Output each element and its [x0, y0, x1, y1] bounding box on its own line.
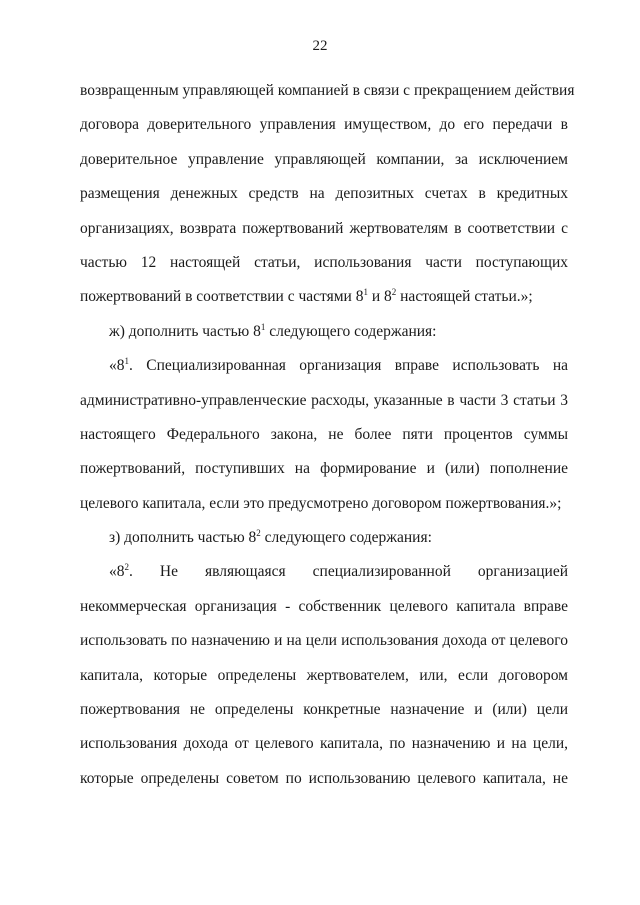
- text-line: которые определены советом по использованию целевого капитала, не: [80, 769, 568, 787]
- superscript: 2: [391, 287, 397, 298]
- text-line: [80, 315, 568, 349]
- text-line: пожертвований, поступивших на формирование и (или) пополнение: [80, 460, 568, 478]
- text-fragment: . Специализированная организация вправе использовать на: [129, 357, 568, 375]
- text-fragment: з) дополнить частью 8: [109, 529, 257, 547]
- text-line: организациях, возврата пожертвований жертвователям в соответствии с: [80, 219, 568, 237]
- text-line: пожертвования не определены конкретные назначение и (или) цели: [80, 701, 568, 719]
- text-line: использовать по назначению и на цели использования дохода от целевого: [80, 632, 568, 650]
- superscript: 1: [124, 356, 129, 367]
- text-line: доверительное управление управляющей компании, за исключением: [80, 150, 568, 168]
- text-line: возвращенным управляющей компанией в связи с прекращением действия: [80, 82, 575, 99]
- text-fragment: следующего содержания:: [265, 322, 437, 340]
- superscript: 1: [363, 287, 368, 298]
- text-line: капитала, которые определены жертвователем, или, если договором: [80, 666, 568, 684]
- text-line: [80, 521, 568, 555]
- text-fragment: пожертвований в соответствии с частями 8: [80, 288, 364, 306]
- page-number: 22: [312, 38, 328, 54]
- text-line: [80, 280, 568, 314]
- text-line: размещения денежных средств на депозитных счетах в кредитных: [80, 185, 568, 203]
- text-fragment: «8: [109, 357, 125, 375]
- text-fragment: ж) дополнить частью 8: [109, 322, 261, 340]
- superscript: 2: [124, 562, 129, 573]
- text-line: настоящего Федерального закона, не более пяти процентов суммы: [80, 425, 568, 443]
- superscript: 1: [260, 321, 266, 332]
- text-line: [80, 555, 568, 589]
- text-line: частью 12 настоящей статьи, использования части поступающих: [80, 253, 568, 271]
- text-line: использования дохода от целевого капитала, по назначению и на цели,: [80, 735, 568, 753]
- text-fragment: «8: [109, 563, 125, 581]
- text-fragment: следующего содержания:: [260, 529, 432, 547]
- text-line: некоммерческая организация - собственник целевого капитала вправе: [80, 597, 568, 615]
- text-fragment: настоящей статьи.»;: [396, 288, 533, 306]
- text-line: административно-управленческие расходы, указанные в части 3 статьи 3: [80, 391, 568, 409]
- text-line: договора доверительного управления имуществом, до его передачи в: [80, 116, 568, 134]
- text-fragment: . Не являющаяся специализированной организацией: [129, 563, 568, 581]
- text-fragment: и 8: [367, 288, 392, 306]
- text-line: [80, 349, 568, 383]
- text-line: целевого капитала, если это предусмотрено договором пожертвования.»;: [80, 494, 562, 512]
- superscript: 2: [256, 528, 261, 539]
- body-text: [80, 74, 575, 796]
